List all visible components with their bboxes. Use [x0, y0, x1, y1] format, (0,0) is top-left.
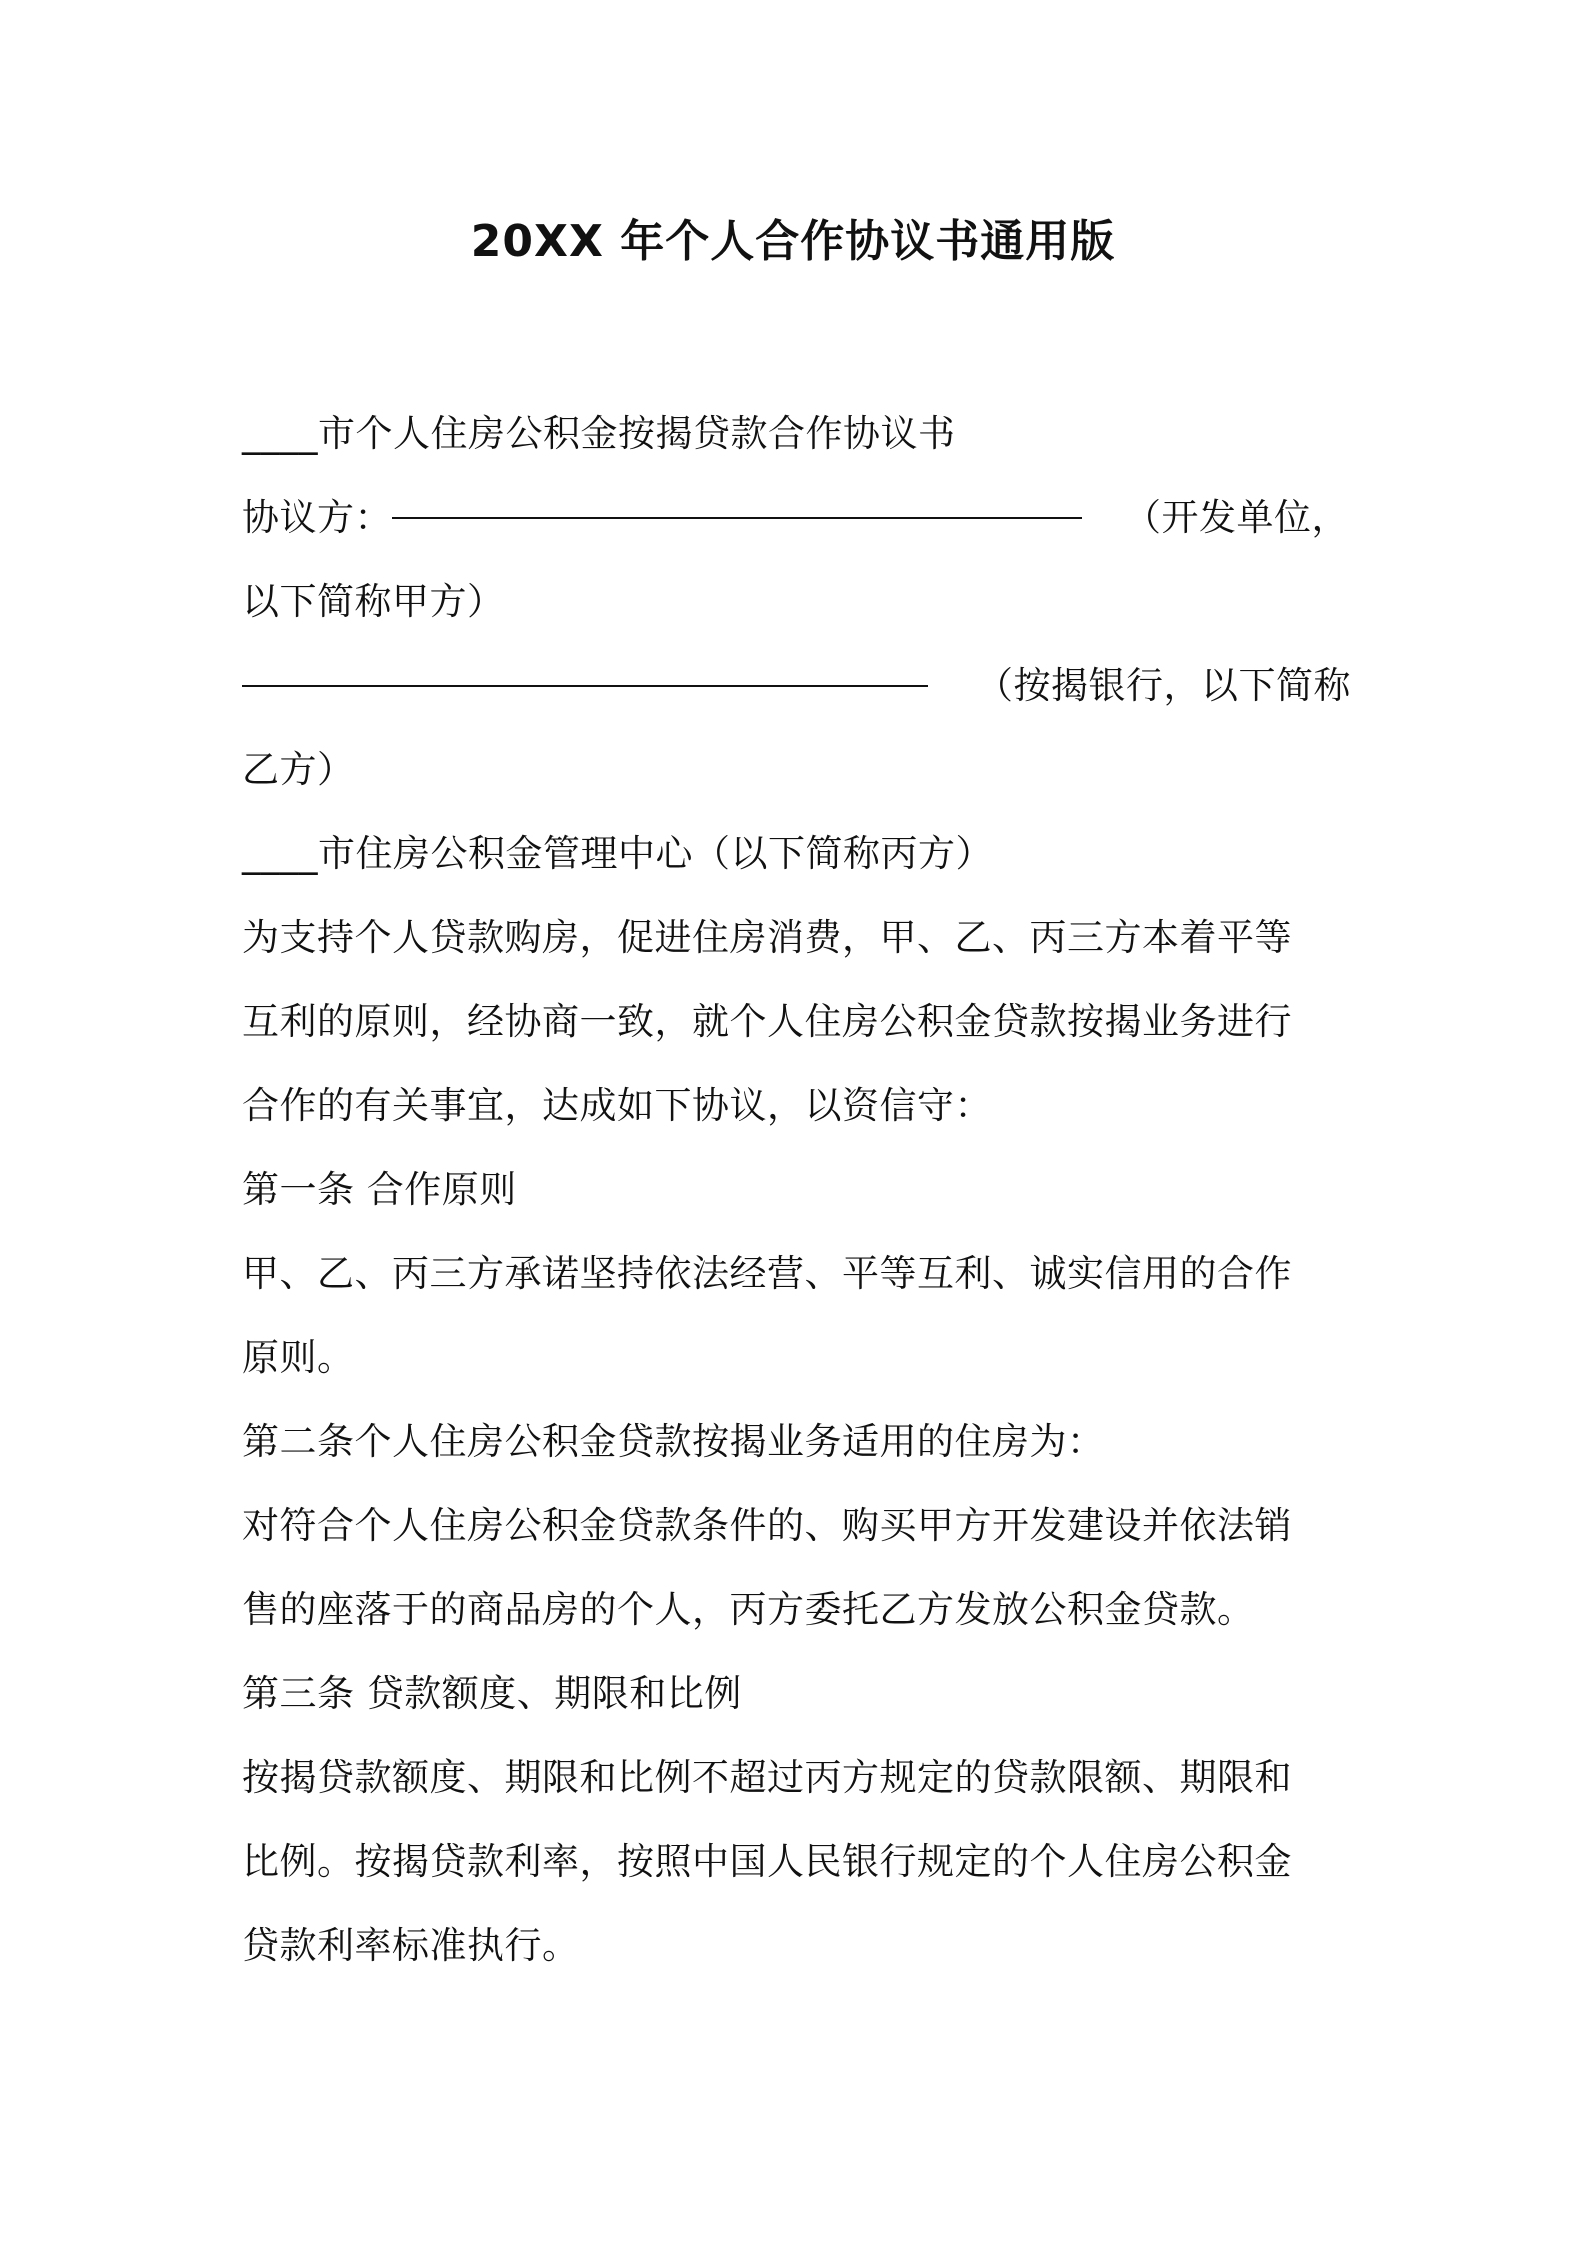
- article-2-text-2: 售的座落于的商品房的个人，丙方委托乙方发放公积金贷款。: [242, 1588, 1255, 1631]
- preamble-line-1: 为支持个人贷款购房，促进住房消费，甲、乙、丙三方本着平等: [242, 916, 1292, 959]
- article-1-heading: 第一条 合作原则: [242, 1168, 517, 1211]
- article-2-text-1: 对符合个人住房公积金贷款条件的、购买甲方开发建设并依法销: [242, 1504, 1292, 1547]
- document-title: 20XX 年个人合作协议书通用版: [470, 216, 1116, 267]
- preamble-line-2: 互利的原则，经协商一致，就个人住房公积金贷款按揭业务进行: [242, 1000, 1292, 1043]
- article-3-heading: 第三条 贷款额度、期限和比例: [242, 1672, 742, 1715]
- party-a-abbrev: 以下简称甲方）: [242, 580, 505, 623]
- party-b-abbrev: 乙方）: [242, 748, 355, 791]
- agreement-heading: ____市个人住房公积金按揭贷款合作协议书: [242, 412, 956, 455]
- article-2-heading: 第二条个人住房公积金贷款按揭业务适用的住房为：: [242, 1420, 1105, 1463]
- article-1-text-1: 甲、乙、丙三方承诺坚持依法经营、平等互利、诚实信用的合作: [242, 1252, 1292, 1295]
- party-a-role: （开发单位，: [1124, 496, 1349, 539]
- article-3-text-2: 比例。按揭贷款利率，按照中国人民银行规定的个人住房公积金: [242, 1840, 1292, 1883]
- article-3-text-1: 按揭贷款额度、期限和比例不超过丙方规定的贷款限额、期限和: [242, 1756, 1292, 1799]
- article-3-text-3: 贷款利率标准执行。: [242, 1924, 580, 1967]
- article-1-text-2: 原则。: [242, 1336, 355, 1379]
- party-c-line: ____市住房公积金管理中心（以下简称丙方）: [242, 832, 993, 875]
- party-a-blank: [392, 517, 1082, 519]
- party-prefix: 协议方：: [242, 496, 392, 539]
- party-b-line: [242, 660, 1352, 712]
- party-b-blank: [242, 685, 928, 687]
- party-b-role: （按揭银行，以下简称: [976, 664, 1351, 707]
- preamble-line-3: 合作的有关事宜，达成如下协议，以资信守：: [242, 1084, 992, 1127]
- party-a-line: [242, 492, 1352, 544]
